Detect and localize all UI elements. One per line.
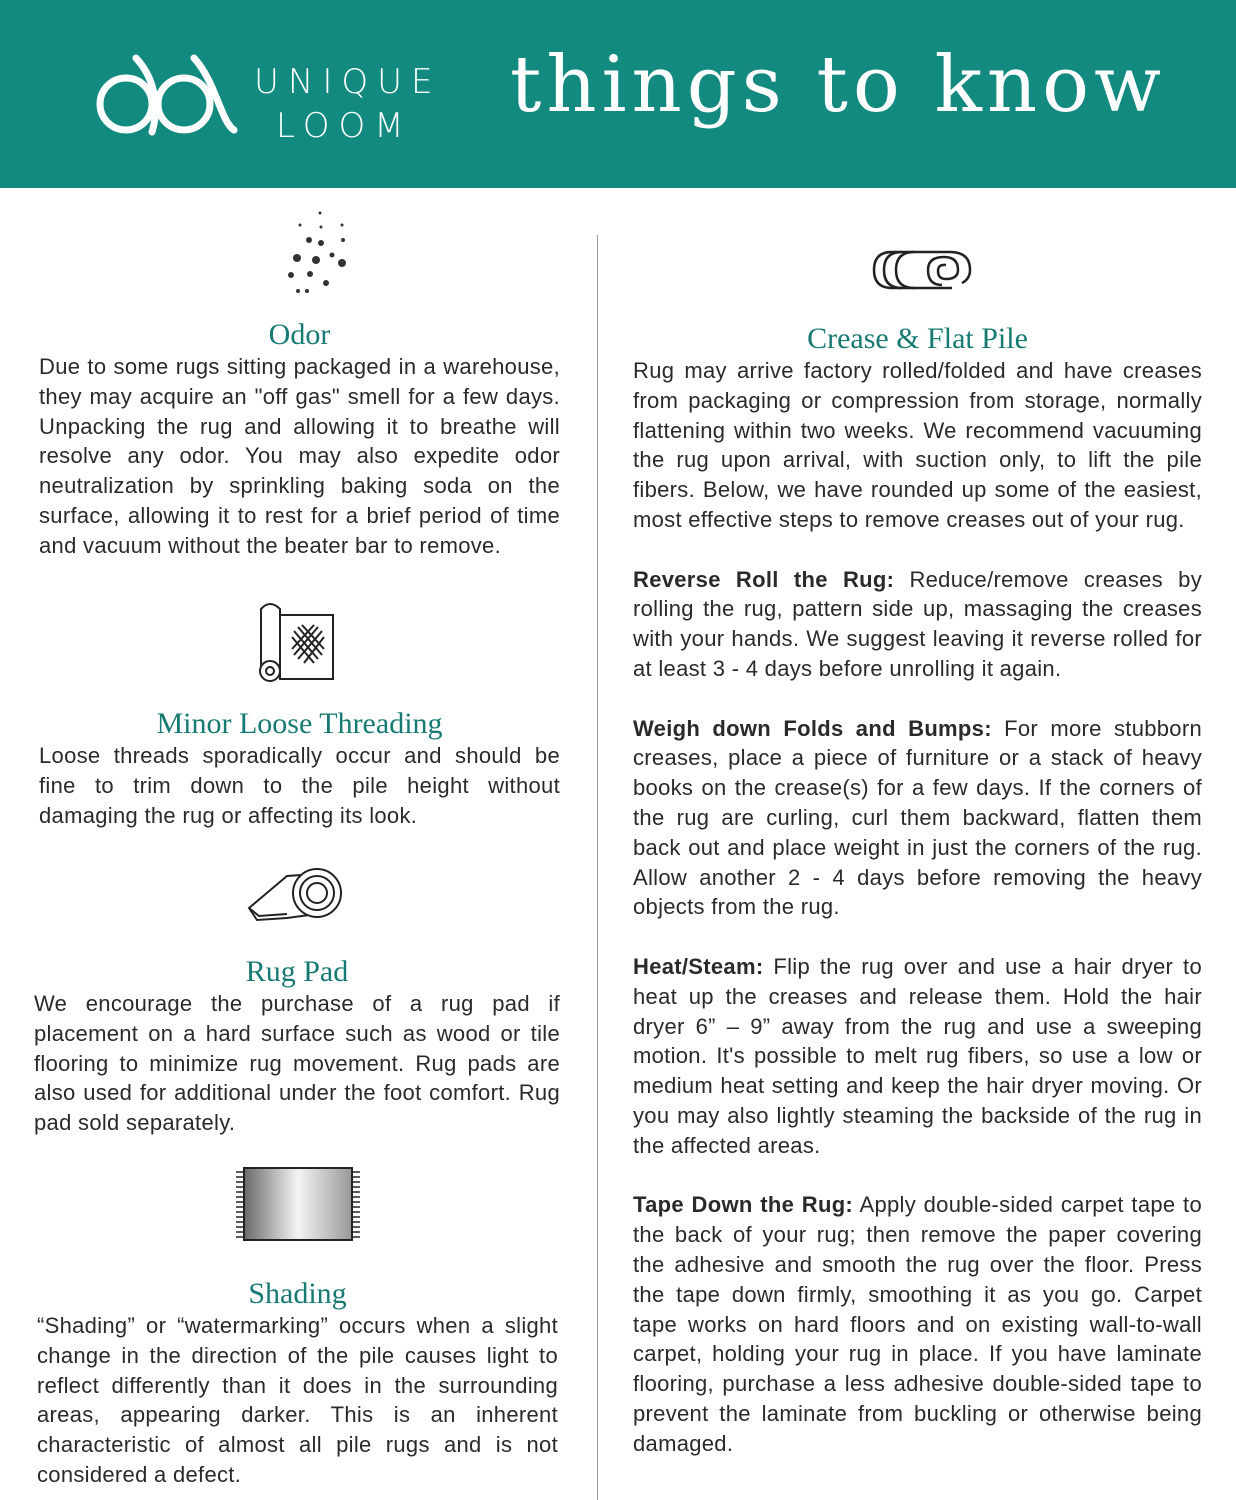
step-tape-down [633,1190,1202,1458]
section-title: Rug Pad [245,955,349,988]
section-crease-flat-pile [633,322,1202,1458]
rolled-rug-icon [872,249,974,291]
section-text: We encourage the purchase of a rug pad if placement on a hard surface such as wood or tile flooring to minimize rug movement. Rug pads are also used for additional under the foot comfort. Rug pad sold separately. [34,991,560,1136]
section-text: Loose threads sporadically occur and should be fine to trim down to the pile height without damaging the rug or affecting its look. [39,743,560,828]
step-label: Weigh down Folds and Bumps: [633,715,992,741]
section-text: Due to some rugs sitting packaged in a warehouse, they may acquire an "off gas" smell for a few days. Unpacking the rug and allowing it to breathe will resolve any odor. You may also expedite odor neutralization by sprinkling baking soda on the surface, allowing it to rest for a brief period of time and vacuum without the beater bar to remove. [39,354,560,558]
step-text: Flip the rug over and use a hair dryer to heat up the creases and release them. Hold the hair dryer 6” – 9” away from the rug and use a sweeping motion. It's possible to melt rug fibers, so use a low or medium heat setting and keep the hair dryer moving. Or you may also lightly steaming the backside of the rug in the affected areas. [633,953,1202,1158]
section-title: Minor Loose Threading [156,707,443,740]
rug-pad-roll-icon [247,866,345,924]
unique-loom-logo [96,52,241,137]
section-threading [39,707,560,830]
rug-threading-icon [256,601,338,685]
step-label: Tape Down the Rug: [633,1192,854,1218]
brand-line-2: LOOM [276,106,413,146]
step-heat-steam [633,952,1202,1161]
shaded-rug-icon [234,1166,362,1242]
section-title: Odor [268,318,331,351]
section-intro: Rug may arrive factory rolled/folded and have creases from packaging or compression from storage, normally flattening within two weeks. We recommend vacuuming the rug upon arrival, with suction only, to lift the pile fibers. Below, we have rounded up some of the easiest, most effective steps to remove creases out of your rug. [633,358,1202,532]
page-title: things to know [510,40,1166,130]
step-reverse-roll [633,565,1202,684]
brand-line-1: UNIQUE [254,62,442,102]
section-text: “Shading” or “watermarking” occurs when a slight change in the direction of the pile causes light to reflect differently than it does in the surrounding areas, appearing darker. This is an inherent characteristic of almost all pile rugs and is not considered a defect. [37,1313,558,1487]
section-shading [37,1277,558,1490]
section-title: Shading [248,1277,347,1310]
step-label: Reverse Roll the Rug: [633,566,895,592]
section-title: Crease & Flat Pile [807,322,1028,355]
section-odor [39,318,560,561]
step-text: Apply double-sided carpet tape to the back of your rug; then remove the paper covering the adhesive and smooth the rug over the floor. Press the tape down firmly, smoothing it as you go. Carpet tape works on hard floors and on existing wall-to-wall carpet, holding your rug in place. If you have laminate flooring, purchase a less adhesive double-sided tape to prevent the laminate from buckling or otherwise being damaged. [633,1192,1203,1456]
header-banner [0,0,1236,188]
section-rug-pad [34,955,560,1138]
step-text: Reduce/remove creases by rolling the rug, pattern side up, massaging the creases with your hands. We suggest leaving it reverse rolled for at least 3 - 4 days before unrolling it again. [633,566,1202,681]
dots-odor-icon [280,208,350,298]
step-weigh-down [633,714,1202,923]
column-divider [597,235,598,1500]
brand-name [254,60,441,148]
step-text: For more stubborn creases, place a piece of furniture or a stack of heavy books on the crease(s) for a few days. If the corners of the rug are curling, curl them backward, flatten them back out and place weight in just the corners of the rug. Allow another 2 - 4 days before removing the heavy objects from the rug. [633,715,1202,920]
step-label: Heat/Steam: [633,953,764,979]
